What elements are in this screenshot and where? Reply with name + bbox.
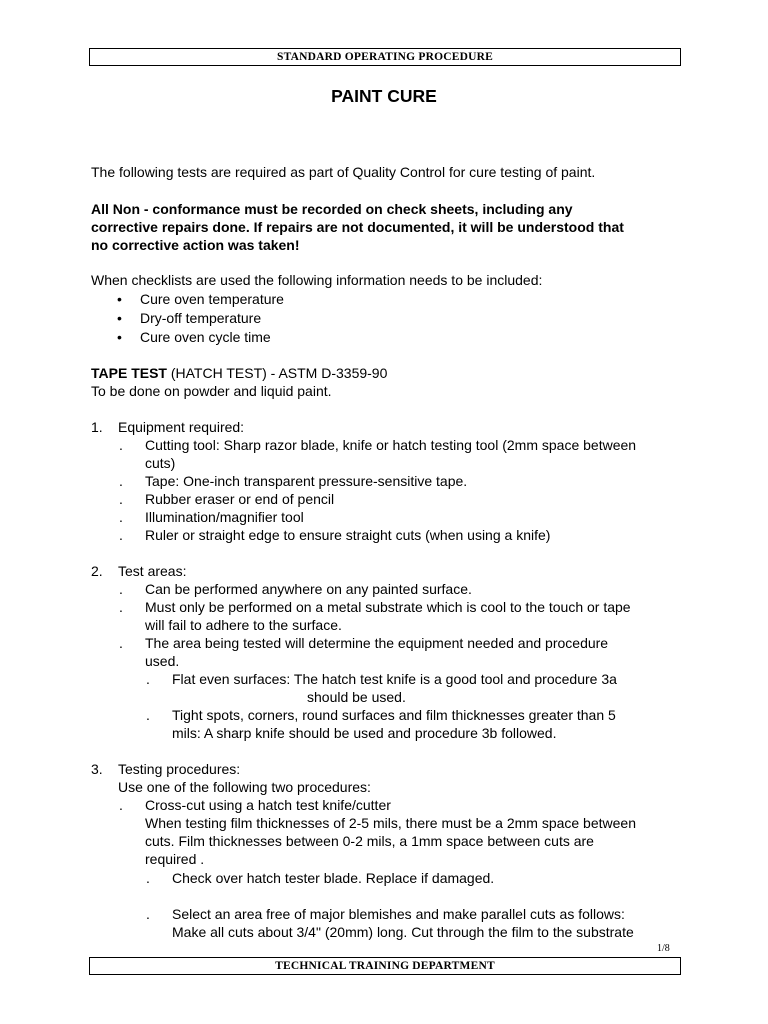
list-item: Cutting tool: Sharp razor blade, knife or hatch testing tool (2mm space between bbox=[145, 437, 637, 453]
list-item: Ruler or straight edge to ensure straight cuts (when using a knife) bbox=[145, 527, 551, 543]
sub-bullet-icon: . bbox=[119, 527, 123, 543]
section-number: 2. bbox=[91, 563, 103, 579]
sub-bullet-icon: . bbox=[119, 635, 123, 651]
bullet-icon: • bbox=[117, 291, 122, 307]
sub-bullet-icon: . bbox=[119, 581, 123, 597]
warning-line-1: All Non - conformance must be recorded on check sheets, including any bbox=[91, 201, 573, 217]
warning-line-2: corrective repairs done. If repairs are not documented, it will be understood that bbox=[91, 219, 624, 235]
sub-list-item: Select an area free of major blemishes and make parallel cuts as follows: bbox=[172, 906, 625, 922]
sub-bullet-icon: . bbox=[146, 707, 150, 723]
footer-banner: TECHNICAL TRAINING DEPARTMENT bbox=[89, 957, 681, 975]
page-number: 1/8 bbox=[657, 943, 670, 954]
list-item-continued: When testing film thicknesses of 2-5 mils, there must be a 2mm space between bbox=[145, 815, 636, 831]
sub-bullet-icon: . bbox=[146, 671, 150, 687]
list-item: Must only be performed on a metal substrate which is cool to the touch or tape bbox=[145, 599, 631, 615]
bullet-icon: • bbox=[117, 329, 122, 345]
list-item: Rubber eraser or end of pencil bbox=[145, 491, 335, 507]
sub-bullet-icon: . bbox=[119, 437, 123, 453]
list-item: Can be performed anywhere on any painted surface. bbox=[145, 581, 472, 597]
section-number: 1. bbox=[91, 419, 103, 435]
sub-bullet-icon: . bbox=[119, 599, 123, 615]
sub-list-item: Tight spots, corners, round surfaces and film thicknesses greater than 5 bbox=[172, 707, 616, 723]
tape-test-subtitle: To be done on powder and liquid paint. bbox=[91, 383, 332, 399]
section-title: Equipment required: bbox=[118, 419, 245, 435]
list-item-continued: cuts. Film thicknesses between 0-2 mils, a 1mm space between cuts are bbox=[145, 833, 594, 849]
list-item: Cross-cut using a hatch test knife/cutter bbox=[145, 797, 391, 813]
list-item: Illumination/magnifier tool bbox=[145, 509, 304, 525]
section-title: Test areas: bbox=[118, 563, 187, 579]
sub-list-item: Flat even surfaces: The hatch test knife is a good tool and procedure 3a bbox=[172, 671, 617, 687]
list-item-continued: required . bbox=[145, 851, 205, 867]
section-note: Use one of the following two procedures: bbox=[118, 779, 371, 795]
sub-list-item-continued: mils: A sharp knife should be used and procedure 3b followed. bbox=[172, 725, 557, 741]
intro-text: The following tests are required as part of Quality Control for cure testing of paint. bbox=[91, 164, 596, 180]
list-item-continued: will fail to adhere to the surface. bbox=[145, 617, 342, 633]
tape-test-label: TAPE TEST bbox=[91, 365, 167, 381]
sub-bullet-icon: . bbox=[119, 473, 123, 489]
list-item-continued: used. bbox=[145, 653, 180, 669]
tape-test-heading bbox=[91, 364, 387, 382]
sub-bullet-icon: . bbox=[146, 870, 150, 886]
checklist-item: Dry-off temperature bbox=[140, 310, 262, 326]
section-title: Testing procedures: bbox=[118, 761, 241, 777]
checklist-item: Cure oven cycle time bbox=[140, 329, 271, 345]
tape-test-standard: (HATCH TEST) - ASTM D-3359-90 bbox=[166, 365, 388, 381]
sub-bullet-icon: . bbox=[119, 491, 123, 507]
sub-bullet-icon: . bbox=[119, 797, 123, 813]
sub-list-item-continued: should be used. bbox=[307, 689, 406, 705]
checklist-item: Cure oven temperature bbox=[140, 291, 284, 307]
bullet-icon: • bbox=[117, 310, 122, 326]
warning-line-3: no corrective action was taken! bbox=[91, 237, 300, 253]
list-item-continued: cuts) bbox=[145, 455, 176, 471]
section-number: 3. bbox=[91, 761, 103, 777]
checklist-intro: When checklists are used the following information needs to be included: bbox=[91, 272, 543, 288]
sub-bullet-icon: . bbox=[146, 906, 150, 922]
sub-list-item-continued: Make all cuts about 3/4" (20mm) long. Cut through the film to the substrate bbox=[172, 924, 634, 940]
page-title: PAINT CURE bbox=[331, 86, 437, 106]
sub-list-item: Check over hatch tester blade. Replace if damaged. bbox=[172, 870, 495, 886]
sub-bullet-icon: . bbox=[119, 509, 123, 525]
header-banner: STANDARD OPERATING PROCEDURE bbox=[89, 48, 681, 66]
list-item: Tape: One-inch transparent pressure-sensitive tape. bbox=[145, 473, 468, 489]
list-item: The area being tested will determine the equipment needed and procedure bbox=[145, 635, 609, 651]
